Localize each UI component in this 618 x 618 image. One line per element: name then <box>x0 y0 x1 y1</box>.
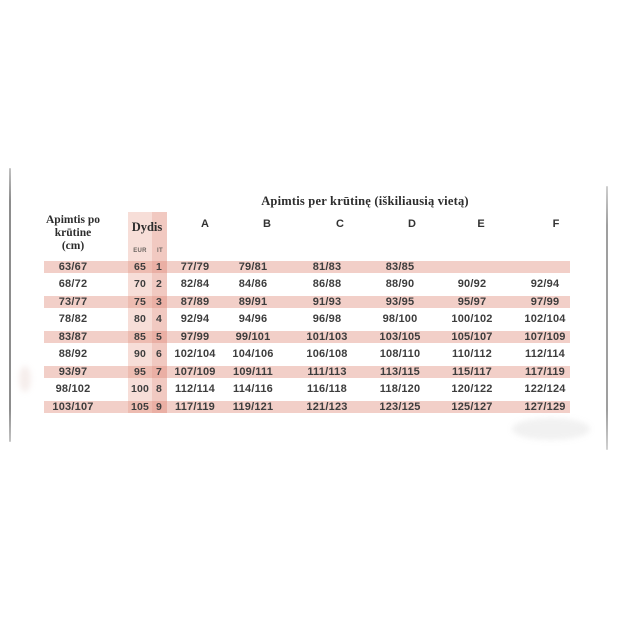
underbust-header-line2: krūtine <box>54 227 92 239</box>
cup-cell: 109/111 <box>233 365 273 378</box>
scan-edge-left-line <box>9 168 11 442</box>
cup-cell: 88/90 <box>385 278 415 290</box>
scan-smudge <box>512 418 590 440</box>
cup-cell: 125/127 <box>451 400 493 413</box>
underbust-header <box>28 214 118 253</box>
table-row <box>44 383 570 395</box>
cup-cell: 82/84 <box>180 278 210 290</box>
cup-cell: 104/106 <box>232 348 274 360</box>
cup-cell: 106/108 <box>306 348 348 360</box>
underbust-cell: 88/92 <box>58 348 88 360</box>
it-size-cell: 5 <box>155 330 163 343</box>
cup-cell: 119/121 <box>232 400 274 413</box>
table-row <box>44 401 570 413</box>
underbust-cell: 68/72 <box>58 278 88 290</box>
cup-cell: 99/101 <box>235 330 271 343</box>
cup-cell: 96/98 <box>312 313 342 325</box>
underbust-cell: 73/77 <box>58 295 88 308</box>
cup-cell: 77/79 <box>180 260 210 273</box>
cup-cell: 98/100 <box>382 313 418 325</box>
it-size-cell: 9 <box>155 400 163 413</box>
cup-cell: 123/125 <box>379 400 421 413</box>
cup-cell: 95/97 <box>457 295 487 308</box>
it-size-cell: 3 <box>155 295 163 308</box>
chart-title: Apimtis per krūtinę (iškiliausią vietą) <box>261 194 469 208</box>
cup-cell: 115/117 <box>452 365 492 378</box>
cup-cell: 89/91 <box>238 295 268 308</box>
cup-cell: 90/92 <box>457 278 487 290</box>
eur-size-cell: 85 <box>133 330 147 343</box>
it-size-cell: 1 <box>155 260 163 273</box>
cup-cell: 102/104 <box>524 313 566 325</box>
it-size-cell: 7 <box>155 365 163 378</box>
cup-cell: 101/103 <box>306 330 348 343</box>
cup-cell: 102/104 <box>174 348 216 360</box>
cup-cell: 107/109 <box>174 365 216 378</box>
cup-column-header-a: A <box>201 218 209 230</box>
cup-cell: 93/95 <box>385 295 415 308</box>
eur-size-cell: 65 <box>133 260 147 273</box>
cup-cell: 97/99 <box>180 330 210 343</box>
cup-cell: 121/123 <box>306 400 348 413</box>
cup-cell: 92/94 <box>530 278 560 290</box>
cup-cell: 116/118 <box>307 383 347 395</box>
eur-size-cell: 105 <box>130 400 150 413</box>
scan-smudge <box>19 366 31 392</box>
eur-size-cell: 80 <box>133 313 147 325</box>
underbust-cell: 83/87 <box>58 330 88 343</box>
cup-cell: 83/85 <box>385 260 415 273</box>
cup-cell: 94/96 <box>238 313 268 325</box>
underbust-cell: 93/97 <box>58 365 88 378</box>
table-row <box>44 348 570 360</box>
cup-cell: 100/102 <box>451 313 493 325</box>
cup-cell: 117/119 <box>525 365 565 378</box>
cup-cell: 97/99 <box>530 295 560 308</box>
it-size-cell: 2 <box>155 278 163 290</box>
it-size-cell: 4 <box>155 313 163 325</box>
cup-cell: 120/122 <box>451 383 493 395</box>
cup-cell: 105/107 <box>451 330 493 343</box>
cup-cell: 79/81 <box>238 260 268 273</box>
table-row <box>44 278 570 290</box>
cup-column-header-c: C <box>336 218 344 230</box>
underbust-header-line3: (cm) <box>61 240 85 252</box>
cup-cell: 84/86 <box>238 278 268 290</box>
it-sublabel: IT <box>157 248 163 254</box>
eur-sublabel: EUR <box>133 248 147 254</box>
table-row <box>44 261 570 273</box>
cup-cell: 87/89 <box>180 295 210 308</box>
cup-cell: 107/109 <box>524 330 566 343</box>
underbust-header-line1: Apimtis po <box>46 214 100 226</box>
table-row <box>44 296 570 308</box>
cup-cell: 127/129 <box>524 400 566 413</box>
cup-cell: 92/94 <box>180 313 210 325</box>
cup-cell: 112/114 <box>175 383 215 395</box>
cup-cell: 81/83 <box>312 260 342 273</box>
cup-cell: 91/93 <box>312 295 342 308</box>
cup-cell: 103/105 <box>379 330 421 343</box>
eur-size-cell: 90 <box>133 348 147 360</box>
table-row <box>44 366 570 378</box>
scan-edge-right-line <box>606 186 608 450</box>
eur-size-cell: 70 <box>133 278 147 290</box>
underbust-cell: 78/82 <box>58 313 88 325</box>
cup-column-header-d: D <box>408 218 416 230</box>
cup-cell: 114/116 <box>233 383 273 395</box>
cup-column-header-e: E <box>477 218 485 230</box>
underbust-cell: 98/102 <box>55 383 91 395</box>
cup-cell: 117/119 <box>175 400 215 413</box>
cup-column-header-f: F <box>552 218 560 230</box>
cup-cell: 108/110 <box>379 348 421 360</box>
cup-cell: 113/115 <box>380 365 420 378</box>
underbust-cell: 63/67 <box>58 260 88 273</box>
table-row <box>44 331 570 343</box>
it-size-cell: 8 <box>155 383 163 395</box>
cup-cell: 111/113 <box>307 365 347 378</box>
cup-cell: 112/114 <box>525 348 565 360</box>
eur-size-cell: 95 <box>133 365 147 378</box>
cup-column-header-b: B <box>263 218 271 230</box>
cup-cell: 118/120 <box>379 383 421 395</box>
eur-size-cell: 75 <box>133 295 147 308</box>
cup-cell: 86/88 <box>312 278 342 290</box>
it-size-cell: 6 <box>155 348 163 360</box>
table-row <box>44 313 570 325</box>
cup-cell: 110/112 <box>452 348 492 360</box>
cup-cell: 122/124 <box>524 383 566 395</box>
eur-size-cell: 100 <box>130 383 150 395</box>
underbust-cell: 103/107 <box>52 400 94 413</box>
size-header: Dydis <box>131 220 163 234</box>
